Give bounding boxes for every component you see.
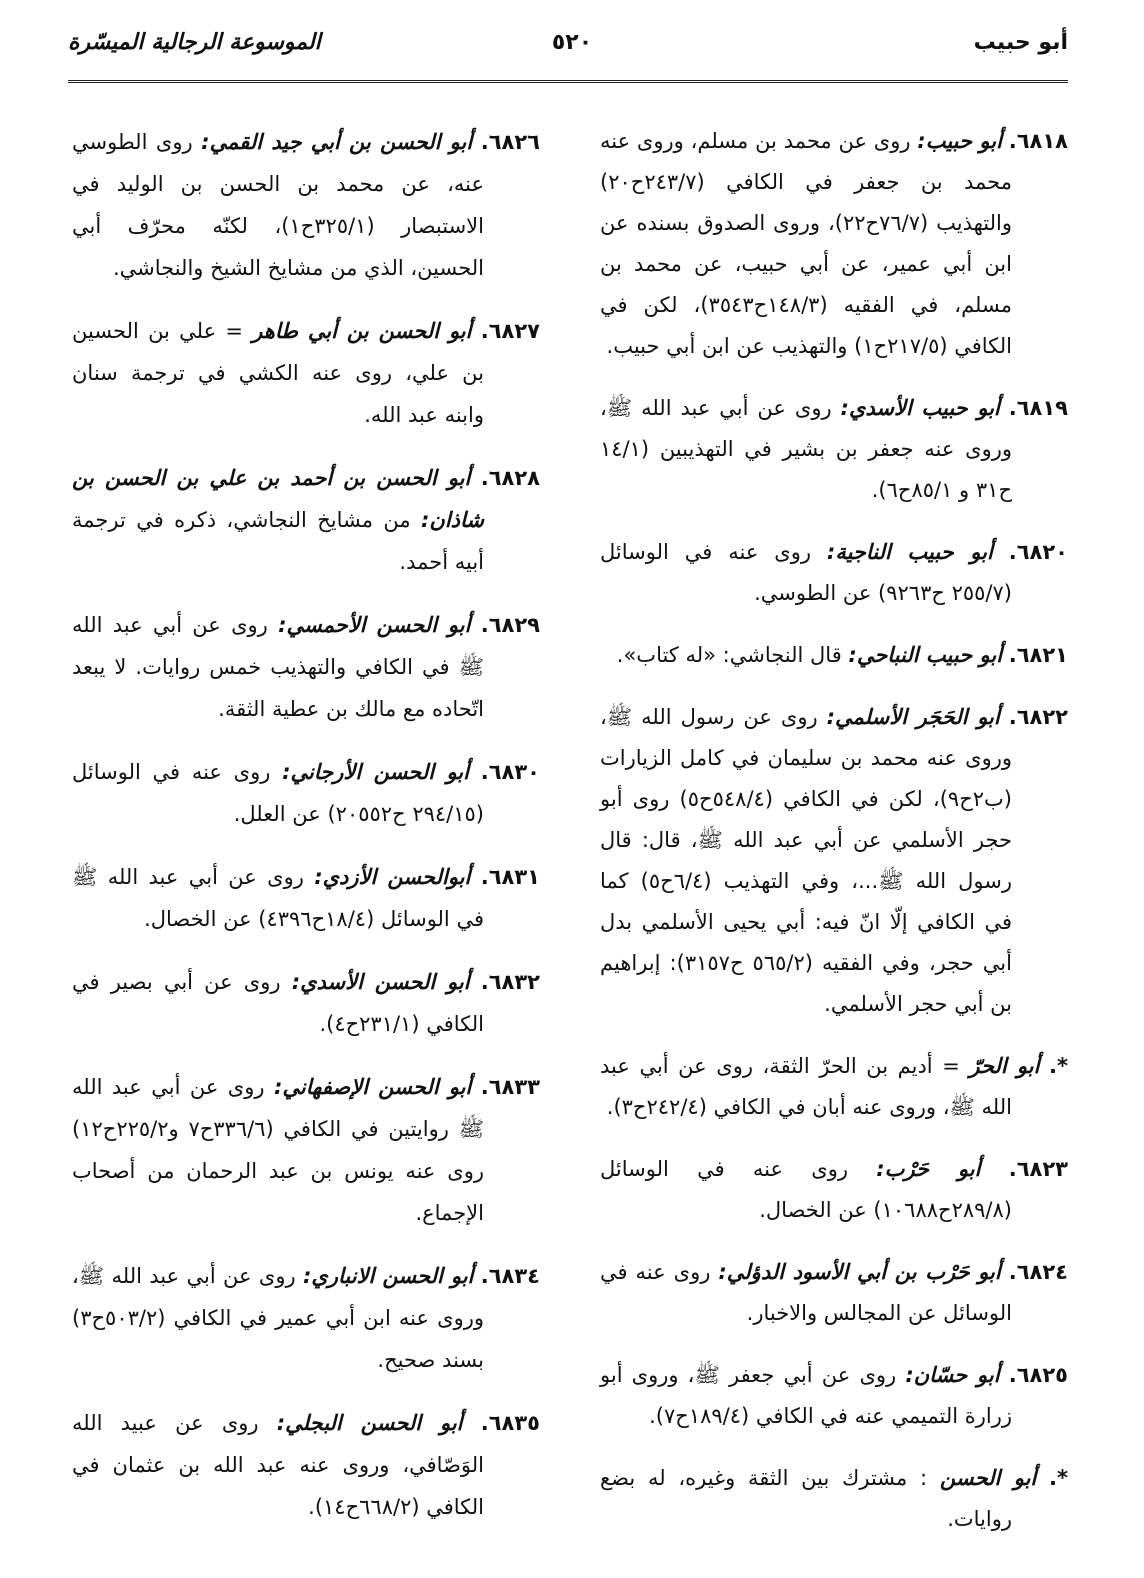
entry-text: روى عنه في الوسائل (٢٥٥/٧ ح٩٢٦٣) عن الطوسي.	[600, 540, 1012, 605]
entry-text: روى عن أبي عبد الله ﷺ، وروى عنه جعفر بن بشير في التهذيبين (١٤/١ ح٣١ و ٨٥/١ح٦).	[600, 396, 1012, 502]
entry-name: أبوالحسن الأزدي:	[314, 865, 471, 889]
entry-number: ٦٨٢٨.	[480, 466, 540, 490]
entry-number: ٦٨٣٥.	[480, 1411, 540, 1435]
entry	[600, 697, 1068, 1025]
entry-name: أبو حبيب:	[917, 129, 1002, 153]
entry-text: روى عنه في الوسائل (٢٩٤/١٥ ح٢٠٥٥٢) عن العلل.	[72, 760, 484, 826]
page-number: ٥٢٠	[551, 30, 593, 55]
entry-name: أبو الحسن الإصفهاني:	[273, 1075, 472, 1099]
entry-number: ٦٨٢٤.	[1008, 1260, 1068, 1284]
entry-text: روى عن رسول الله ﷺ، وروى عنه محمد بن سليمان في كامل الزيارات (ب٢ح٩)، لكن في الكافي (٥٤٨/٤ح٥) روى أبو حجر الأسلمي عن أبي عبد الله ﷺ، قال: قال رسول الله ﷺ...، وفي التهذيب (٦/٤ح٥) كما في الكافي إلّا انّ فيه: أبي يحيى الأسلمي بدل أبي حجر، وفي الفقيه (٥٦٥/٢ ح٣١٥٧): إبراهيم بن أبي حجر الأسلمي.	[600, 705, 1013, 1016]
entry	[600, 121, 1068, 367]
entry	[600, 635, 1068, 676]
entry-number: ٦٨٣٠.	[480, 760, 540, 784]
entry-text: روى عنه في الوسائل (٢٨٩/٨ح١٠٦٨٨) عن الخصال.	[600, 1157, 1012, 1222]
entry-name: أبو الحسن بن أبي طاهر	[252, 319, 472, 343]
entry	[600, 1355, 1068, 1437]
entry	[72, 457, 540, 583]
book-title: الموسوعة الرجالية الميسّرة	[68, 30, 321, 55]
entry	[72, 961, 540, 1045]
entry-number: ٦٨٢١.	[1008, 643, 1068, 667]
entry-text: روى عنه في الوسائل عن المجالس والاخبار.	[600, 1260, 1012, 1325]
entry-name: أبو حبيب الناجية:	[826, 540, 993, 564]
entry	[600, 1149, 1068, 1231]
entry	[72, 1402, 540, 1528]
entry-number: *.	[1049, 1466, 1068, 1490]
entry-number: ٦٨١٩.	[1008, 396, 1068, 420]
header-rule	[68, 80, 1068, 83]
entry-name: أبو الحرّ	[969, 1054, 1040, 1078]
entry-name: أبو الحسن	[939, 1466, 1037, 1490]
entry	[600, 1458, 1068, 1540]
entry-name: أبو حبيب الأسدي:	[840, 396, 1000, 420]
entry-name: أبو الحسن البجلي:	[276, 1411, 463, 1435]
entry	[600, 532, 1068, 614]
entry-name: أبو حَرْب:	[876, 1157, 981, 1181]
entry-text: روى عن أبي عبد الله ﷺ في الكافي والتهذيب خمس روايات. لا يبعد اتّحاده مع مالك بن عطية الثقة.	[72, 613, 484, 721]
entry-number: ٦٨٢٩.	[480, 613, 540, 637]
entry-name: أبو الحسن الأسدي:	[291, 970, 470, 994]
entry	[72, 604, 540, 730]
entry-name: أبو حسّان:	[905, 1363, 1000, 1387]
entry-name: أبو الحسن الأحمسي:	[278, 613, 471, 637]
entry-number: ٦٨٢٢.	[1008, 705, 1069, 729]
entry-text: من مشايخ النجاشي، ذكره في ترجمة أبيه أحمد.	[72, 508, 484, 574]
entry	[72, 856, 540, 940]
entry	[72, 121, 540, 289]
left-column	[72, 100, 540, 1536]
entry-text: قال النجاشي: «له كتاب».	[616, 643, 849, 667]
entry-name: أبو الحسن بن أبي جيد القمي:	[201, 130, 473, 154]
entry-name: أبو الحَجَر الأسلمي:	[826, 705, 1000, 729]
entry-number: ٦٨٣٢.	[480, 970, 540, 994]
entry-name: أبو الحسن بن أحمد بن علي بن الحسن بن شاذان:	[72, 466, 484, 532]
entry	[72, 1066, 540, 1234]
running-head-title: أبو حبيب	[973, 30, 1068, 55]
entry-number: ٦٨١٨.	[1008, 129, 1068, 153]
entry-text: روى عن أبي عبد الله ﷺ في الوسائل (١٨/٤ح٤٣٩٦) عن الخصال.	[72, 865, 484, 931]
entry-number: ٦٨٢٧.	[480, 319, 540, 343]
entry-number: ٦٨٣١.	[480, 865, 540, 889]
entry-text: روى عن عبيد الله الوَصّافي، وروى عنه عبد الله بن عثمان في الكافي (٦٦٨/٢ح١٤).	[72, 1411, 484, 1519]
entry-text: روى عن أبي عبد الله ﷺ روايتين في الكافي (٣٣٦/٦ح٧ و٢٢٥/٢ح١٢) روى عنه يونس بن عبد الرحمان من أصحاب الإجماع.	[72, 1075, 484, 1225]
entry	[72, 751, 540, 835]
entry-name: أبو الحسن الأرجاني:	[282, 760, 469, 784]
entry-number: ٦٨٢٣.	[1008, 1157, 1068, 1181]
right-column	[600, 100, 1068, 1548]
entry-number: ٦٨٢٥.	[1008, 1363, 1068, 1387]
entry-text: : مشترك بين الثقة وغيره، له بضع روايات.	[600, 1466, 1012, 1531]
entry-text: روى عن أبي جعفر ﷺ، وروى أبو زرارة التميمي عنه في الكافي (١٨٩/٤ح٧).	[600, 1363, 1012, 1428]
entry-number: ٦٨٣٣.	[480, 1075, 540, 1099]
entry-text: روى الطوسي عنه، عن محمد بن الحسن بن الوليد في الاستبصار (٣٢٥/١ح١)، لكنّه محرّف أبي الحسين، الذي من مشايخ الشيخ والنجاشي.	[72, 130, 484, 280]
entry-text: = علي بن الحسين بن علي، روى عنه الكشي في ترجمة سنان وابنه عبد الله.	[72, 319, 484, 427]
entry	[600, 1046, 1068, 1128]
entry-text: روى عن محمد بن مسلم، وروى عنه محمد بن جعفر في الكافي (٢٤٣/٧ح٢٠) والتهذيب (٧٦/٧ح٢٢)، وروى الصدوق بسنده عن ابن أبي عمير، عن أبي حبيب، عن محمد بن مسلم، في الفقيه (١٤٨/٣ح٣٥٤٣)، لكن في الكافي (٢١٧/٥ح١) والتهذيب عن ابن أبي حبيب.	[600, 129, 1013, 358]
entry-name: أبو حبيب النباحي:	[848, 643, 1003, 667]
entry-number: ٦٨٢٠.	[1008, 540, 1068, 564]
entry-text: = أديم بن الحرّ الثقة، روى عن أبي عبد الله ﷺ، وروى عنه أبان في الكافي (٢٤٢/٤ح٣).	[600, 1054, 1012, 1119]
entry-text: روى عن أبي بصير في الكافي (٢٣١/١ح٤).	[72, 970, 484, 1036]
entry	[600, 388, 1068, 511]
entry	[72, 310, 540, 436]
entry-name: أبو الحسن الانباري:	[303, 1264, 474, 1288]
entry	[72, 1255, 540, 1381]
entry	[600, 1252, 1068, 1334]
entry-name: أبو حَرْب بن أبي الأسود الدؤلي:	[718, 1260, 1001, 1284]
entry-number: ٦٨٣٤.	[480, 1264, 540, 1288]
entry-number: ٦٨٢٦.	[480, 130, 540, 154]
entry-text: روى عن أبي عبد الله ﷺ، وروى عنه ابن أبي عمير في الكافي (٥٠٣/٢ح٣) بسند صحيح.	[72, 1264, 484, 1372]
entry-number: *.	[1049, 1054, 1068, 1078]
